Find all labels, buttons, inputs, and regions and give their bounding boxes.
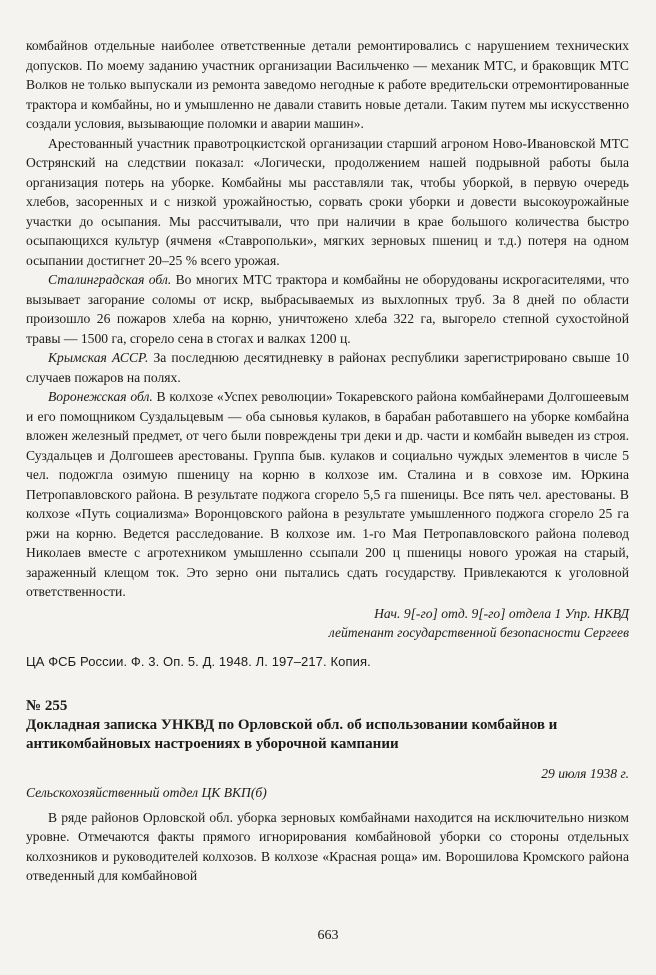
paragraph-crimea bbox=[26, 348, 629, 387]
region-name: Воронежская обл. bbox=[48, 389, 153, 404]
page-body bbox=[26, 36, 629, 886]
region-text: За последнюю десятидневку в районах республики зарегистрировано свыше 10 случаев пожаров на полях. bbox=[26, 350, 630, 385]
signature-position: Нач. 9[-го] отд. 9[-го] отдела 1 Упр. НКВД bbox=[374, 605, 629, 621]
paragraph-arrested-agronomist: Арестованный участник правотроцкистской организации старший агроном Ново-Ивановской МТС Острянский на следствии показал: «Логически, продолжением нашей подрывной работы была организация потерь на уборке. Комбайны мы расставляли так, чтобы уборкой, в первую очередь хлебов, засоренных и с низкой урожайностью, сорвать сроки уборки и довести высокоурожайные участки до осыпания. Мы рассчитывали, что при наличии в крае большого количества быстро осыпающихся культур (ячменя «Ставропольки», мягких зерновых пшениц и т.д.) потеря на одном осыпании достигнет 20–25 % всего урожая. bbox=[26, 135, 629, 268]
paragraph-voronezh bbox=[26, 387, 629, 602]
document-title: Докладная записка УНКВД по Орловской обл. об использовании комбайнов и антикомбайновых настроениях в уборочной кампании bbox=[26, 716, 558, 752]
document-number: № 255 bbox=[26, 697, 68, 714]
document-addressee: Сельскохозяйственный отдел ЦК ВКП(б) bbox=[26, 784, 267, 800]
region-name: Крымская АССР. bbox=[48, 350, 149, 365]
document-date: 29 июля 1938 г. bbox=[541, 765, 629, 781]
region-text: В колхозе «Успех революции» Токаревского района комбайнерами Долгошеевым и его помощником Суздальцевым — оба сыновья кулаков, в барабан работавшего на уборке комбайна вложен железный предмет, от чего были повреждены три деки и др. части и комбайн выведен из строя. Суздальцев и Долгошеев арестованы. Группа быв. кулаков и социально чуждых элементов в числе 5 чел. подожгла озимую пшеницу на корню в колхозе им. Сталина и в совхозе им. Юркина Петропавловского района. В результате поджога сгорело 5,5 га пшеницы. Все пять чел. арестованы. В колхозе «Путь социализма» Воронцовского района в результате умышленного поджога сгорело 25 га ржи на корню. Ведется расследование. В колхозе им. 1-го Мая Петропавловского района полевод Николаев вместе с агротехником умышленно ссыпали 200 ц пшеницы нового урожая на старый, зараженный клещом ток. Это зерно они пытались сдать государству. Привлекаются к уголовной ответственности. bbox=[26, 389, 629, 599]
page-number: 663 bbox=[317, 928, 339, 943]
region-text: Во многих МТС трактора и комбайны не оборудованы искрогасителями, что вызывает загорание соломы от искр, выбрасываемых из выхлопных труб. За 8 дней по области произошло 26 пожаров хлеба на корню, уничтожено хлеба 322 га, выгорело степной сухостойной травы — 1500 га, сгорело сена в стогах и валках 1200 ц. bbox=[26, 272, 629, 346]
paragraph-stalingrad bbox=[26, 270, 629, 348]
paragraph-continuation: комбайнов отдельные наиболее ответственные детали ремонтировались с нарушением технических допусков. По моему заданию участник организации Васильченко — механик МТС, и браковщик МТС Волков не только выпускали из ремонта заведомо негодные к работе вредительски отремонтированные трактора и комбайны, но и умышленно не давали ставить новые детали. Таким путем мы искусственно создали условия, вызывающие поломки и аварии машин». bbox=[26, 38, 629, 131]
paragraph-intro: В ряде районов Орловской обл. уборка зерновых комбайнами находится на исключительно низком уровне. Отмечаются факты прямого игнорирования комбайновой уборки со стороны отдельных колхозников и руководителей колхозов. В колхозе «Красная роща» им. Ворошилова Кромского района отведенный для комбайновой bbox=[26, 809, 629, 883]
region-name: Сталинградская обл. bbox=[48, 272, 172, 287]
archive-reference: ЦА ФСБ России. Ф. 3. Оп. 5. Д. 1948. Л. 197–217. Копия. bbox=[26, 653, 371, 669]
signature-name: лейтенант государственной безопасности Сергеев bbox=[328, 625, 629, 640]
